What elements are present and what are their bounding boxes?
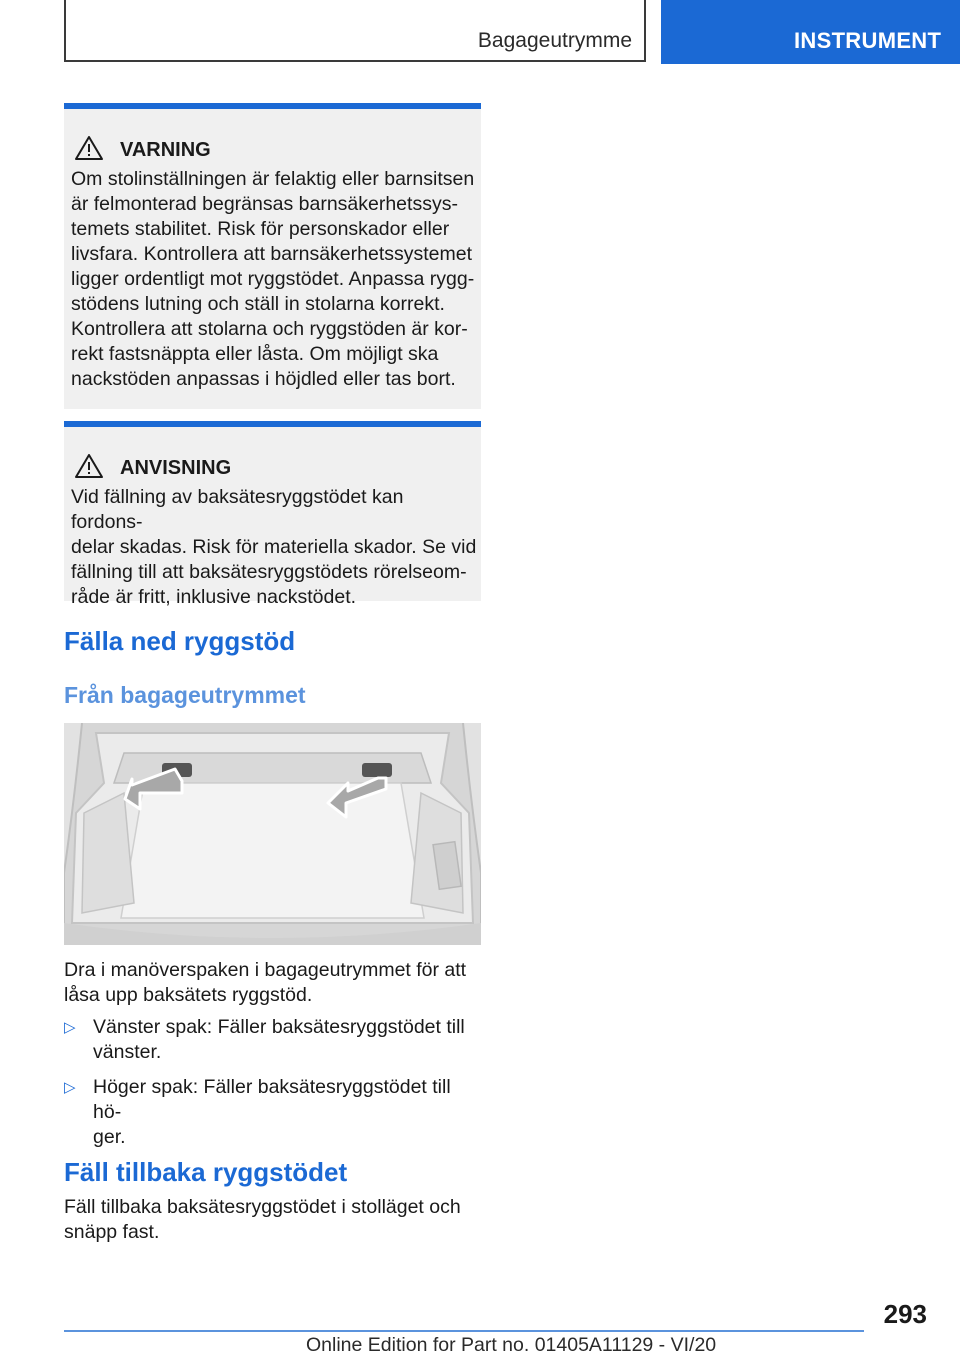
list-item-text: Höger spak: Fäller baksätesryggstödet till hö- ger.	[93, 1076, 451, 1148]
notice-title: ANVISNING	[120, 457, 232, 479]
section1-intro: Dra i manöverspaken i bagageutrymmet för att låsa upp baksätets ryggstöd.	[64, 959, 467, 1006]
trunk-illustration	[64, 723, 481, 945]
warning-triangle-icon	[74, 453, 104, 479]
header-chapter-tab[interactable]	[661, 0, 960, 64]
header-chapter-label: INSTRUMENT	[794, 28, 942, 53]
header-section-box	[64, 0, 646, 62]
trunk-drawing	[64, 723, 481, 945]
section-subheading-from-trunk: Från bagageutrymmet	[64, 682, 306, 708]
warning-title: VARNING	[120, 139, 211, 161]
warning-body: Om stolinställningen är felaktig eller barnsitsen är felmonterad begränsas barnsäkerhetssys- temets stabilitet. Risk för personskador eller livsfara. Kontrollera att barnsäkerhetssystemet ligger ordentligt mot ryggstödet. Anpassa rygg- stödens lutning och ställ in stolarna korrekt. Kontrollera att stolarna och ryggstöden är kor- rekt fastsnäppta eller låsta. Om möjligt ska nackstöden anpassas i höjdled eller tas bort.	[71, 168, 475, 390]
footer-divider	[64, 1330, 864, 1332]
bullet-triangle-icon: ▷	[64, 1019, 76, 1036]
warning-triangle-icon	[74, 135, 104, 161]
bullet-triangle-icon: ▷	[64, 1079, 76, 1096]
section-heading-fold-down: Fälla ned ryggstöd	[64, 626, 296, 656]
notice-body: Vid fällning av baksätesryggstödet kan fordons- delar skadas. Risk för materiella skador. Se vid fällning till att baksätesryggstödets rörelseom- råde är fritt, inklusive nackstödet.	[71, 486, 477, 608]
section-heading-fold-back: Fäll tillbaka ryggstödet	[64, 1157, 348, 1187]
warning-box	[64, 103, 481, 409]
page-number: 293	[883, 1299, 927, 1329]
header-section-title: Bagageutrymme	[477, 29, 632, 52]
list-item-text: Vänster spak: Fäller baksätesryggstödet till vänster.	[93, 1016, 465, 1063]
section2-body: Fäll tillbaka baksätesryggstödet i stolläget och snäpp fast.	[64, 1196, 461, 1243]
footer-edition: Online Edition for Part no. 01405A11129 - VI/20	[306, 1334, 717, 1356]
notice-box	[64, 421, 481, 608]
